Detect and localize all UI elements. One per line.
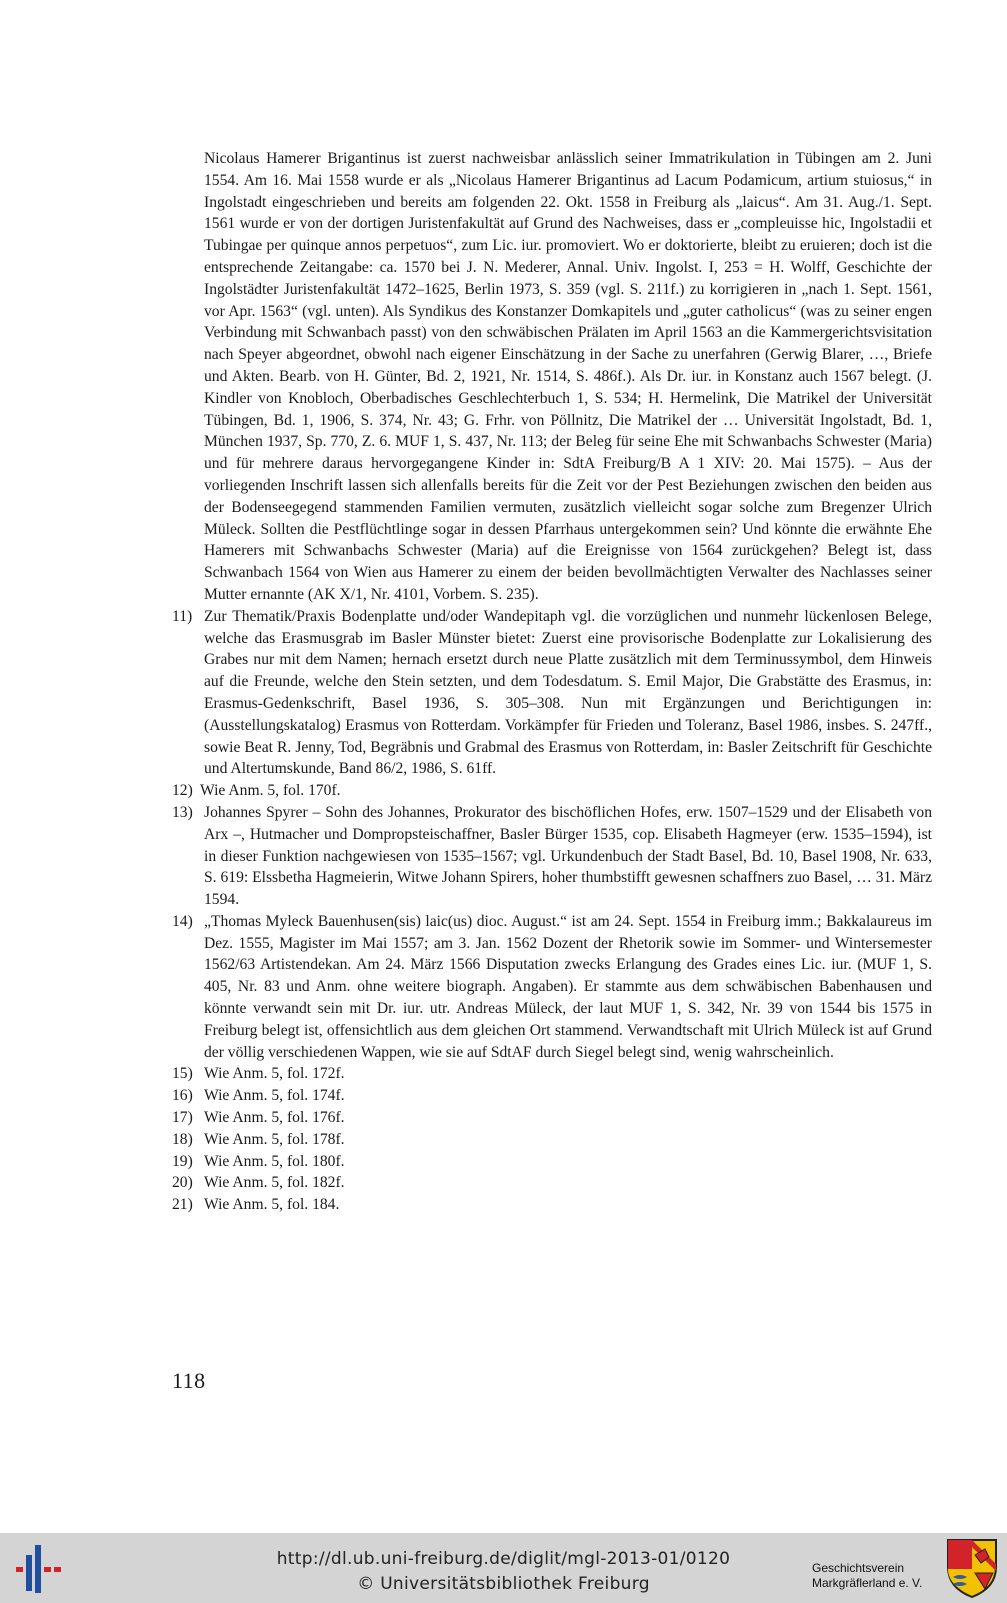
footnote-17 <box>172 1107 932 1129</box>
footnote-text: Johannes Spyrer – Sohn des Johannes, Prokurator des bischöflichen Hofes, erw. 1507–1529 und der Elisabeth von Arx –, Hutmacher und Dompropsteischaffner, Basler Bürger 1535, cop. Elisabeth Hagmeyer (erw. 1535–1594), ist in dieser Funktion nachgewiesen von 1535–1567; vgl. Urkundenbuch der Stadt Basel, Bd. 10, Basel 1908, Nr. 633, S. 619: Elssbetha Hagmeierin, Witwe Johann Spirers, hoher thumbstifft gewesnen schaffners zuo Basel, … 31. März 1594. <box>204 803 932 909</box>
footnote-number: 19) <box>172 1152 193 1170</box>
footnote-number: 18) <box>172 1130 193 1148</box>
copyright-notice: © Universitätsbibliothek Freiburg <box>357 1574 650 1594</box>
society-name <box>812 1561 942 1591</box>
footnote-number: 14) <box>172 912 193 930</box>
coat-of-arms-icon <box>945 1537 999 1599</box>
footnote-text: Wie Anm. 5, fol. 174f. <box>204 1087 345 1105</box>
footer-bar <box>0 1533 1007 1603</box>
footnote-11 <box>172 606 932 780</box>
footnote-14 <box>172 911 932 1064</box>
footnote-text: Wie Anm. 5, fol. 182f. <box>204 1174 345 1192</box>
footnote-19 <box>172 1151 932 1173</box>
footnote-number: 20) <box>172 1174 193 1192</box>
footnote-text: Wie Anm. 5, fol. 184. <box>204 1196 340 1214</box>
footnote-text: Wie Anm. 5, fol. 170f. <box>200 782 341 800</box>
document-url-link[interactable]: http://dl.ub.uni-freiburg.de/diglit/mgl-2013-01/0120 <box>276 1549 731 1569</box>
intro-paragraph: Nicolaus Hamerer Brigantinus ist zuerst nachweisbar anlässlich seiner Immatrikulation in Tübingen am 2. Juni 1554. Am 16. Mai 1558 wurde er als „Nicolaus Hamerer Brigantinus ad Lacum Podamicum, artium stuiosus,“ in Ingolstadt eingeschrieben und bereits am folgenden 22. Okt. 1558 in Freiburg als „laicus“. Am 31. Aug./1. Sept. 1561 wurde er von der dortigen Juristenfakultät auf Grund des Nachweises, dass er „compleuisse hic, Ingolstadii et Tubingae per quinque annos perpetuos“, zum Lic. iur. promoviert. Wo er doktorierte, bleibt zu eruieren; doch ist die entsprechende Zeitangabe: ca. 1570 bei J. N. Mederer, Annal. Univ. Ingolst. I, 253 = H. Wolff, Geschichte der Ingolstädter Juristenfakultät 1472–1625, Berlin 1973, S. 359 (vgl. S. 211f.) zu korrigieren in „nach 1. Sept. 1561, vor Apr. 1563“ (vgl. unten). Als Syndikus des Konstanzer Domkapitels und „guter catholicus“ (was zu seiner engen Verbindung mit Schwanbach passt) von den schwäbischen Prälaten im April 1563 an die Kammergerichtsvisitation nach Speyer abgeordnet, obwohl nach eigener Einschätzung in der Sache zu unerfahren (Gerwig Blarer, …, Briefe und Akten. Bearb. von H. Günter, Bd. 2, 1921, Nr. 1514, S. 486f.). Als Dr. iur. in Konstanz auch 1567 belegt. (J. Kindler von Knobloch, Oberbadisches Geschlechterbuch 1, S. 534; H. Hermelink, Die Matrikel der Universität Tübingen, Bd. 1, 1906, S. 374, Nr. 43; G. Frhr. von Pöllnitz, Die Matrikel der … Universität Ingolstadt, Bd. 1, München 1937, Sp. 770, Z. 6. MUF 1, S. 437, Nr. 113; der Beleg für seine Ehe mit Schwanbachs Schwester (Maria) und für mehrere daraus hervorgegangene Kinder in: SdtA Freiburg/B A 1 XIV: 20. Mai 1575). – Aus der vorliegenden Inschrift lassen sich allenfalls bereits für die Zeit vor der Pest Beziehungen zwischen den beiden aus der Bodenseegegend stammenden Familien vermuten, zusätzlich vielleicht sogar solche zum Bregenzer Ulrich Müleck. Sollten die Pestflüchtlinge sogar in dessen Pfarrhaus untergekommen sein? Und könnte die erwähnte Ehe Hamerers mit Schwanbachs Schwester (Maria) auf die Ereignisse von 1564 zurückgehen? Belegt ist, dass Schwanbach 1564 von Wien aus Hamerer zu einem der beiden bevollmächtigten Verwalter des Nachlasses seiner Mutter ernannte (AK X/1, Nr. 4101, Vorbem. S. 235). <box>204 150 932 603</box>
society-name-line2: Markgräflerland e. V. <box>812 1576 923 1590</box>
footnote-13 <box>172 802 932 911</box>
page-number: 118 <box>172 1368 206 1393</box>
society-name-line1: Geschichtsverein <box>812 1561 905 1575</box>
footnote-16 <box>172 1085 932 1107</box>
footnote-number: 17) <box>172 1109 193 1127</box>
footnote-12 <box>172 780 932 802</box>
footnote-20 <box>172 1172 932 1194</box>
footnote-text: „Thomas Myleck Bauenhusen(sis) laic(us) dioc. August.“ ist am 24. Sept. 1554 in Freiburg imm.; Bakkalaureus im Dez. 1555, Magister im Mai 1557; am 3. Jan. 1562 Dozent der Rhetorik sowie im Sommer- und Wintersemester 1562/63 Artistendekan. Am 24. März 1566 Disputation zwecks Erlangung des Grades eines Lic. iur. (MUF 1, S. 405, Nr. 83 und Anm. ohne weitere biograph. Angaben). Er stammte aus dem schwäbischen Babenhausen und könnte verwandt sein mit Dr. iur. utr. Andreas Müleck, der laut MUF 1, S. 342, Nr. 39 von 1544 bis 1575 in Freiburg belegt ist, offensichtlich aus dem gleichen Ort stammend. Verwandtschaft mit Ulrich Müleck ist auf Grund der völlig verschiedenen Wappen, wie sie auf SdtAF durch Siegel belegt sind, wenig wahrscheinlich. <box>204 912 932 1061</box>
footnote-text: Wie Anm. 5, fol. 172f. <box>204 1065 345 1083</box>
footnote-18 <box>172 1129 932 1151</box>
footnote-text: Wie Anm. 5, fol. 178f. <box>204 1130 345 1148</box>
footnote-number: 15) <box>172 1065 193 1083</box>
footnote-text: Wie Anm. 5, fol. 180f. <box>204 1152 345 1170</box>
footnote-number: 16) <box>172 1087 193 1105</box>
footnote-number: 21) <box>172 1196 193 1214</box>
footnote-number: 12) <box>172 782 193 800</box>
footnote-number: 11) <box>172 607 193 625</box>
footnote-21 <box>172 1194 932 1216</box>
footnote-text: Zur Thematik/Praxis Bodenplatte und/oder Wandepitaph vgl. die vorzüglichen und nunmehr lückenlosen Belege, welche das Erasmusgrab im Basler Münster bietet: Zuerst eine provisorische Bodenplatte zur Lokalisierung des Grabes nur mit dem Namen; hernach ersetzt durch neue Platte zusätzlich mit dem Terminussymbol, dem Hinweis auf die Freunde, welche den Stein setzten, und dem Todesdatum. S. Emil Major, Die Grabstätte des Erasmus, in: Erasmus-Gedenkschrift, Basel 1936, S. 305–308. Nun mit Ergänzungen und Berichtigungen in: (Ausstellungskatalog) Erasmus von Rotterdam. Vorkämpfer für Frieden und Toleranz, Basel 1986, insbes. S. 247ff., sowie Beat R. Jenny, Tod, Begräbnis und Grabmal des Erasmus von Rotterdam, in: Basler Zeitschrift für Geschichte und Altertumskunde, Band 86/2, 1986, S. 61ff. <box>204 607 932 778</box>
footnote-text: Wie Anm. 5, fol. 176f. <box>204 1109 345 1127</box>
footnotes-column <box>172 148 932 1216</box>
footnote-15 <box>172 1063 932 1085</box>
footnote-number: 13) <box>172 803 193 821</box>
